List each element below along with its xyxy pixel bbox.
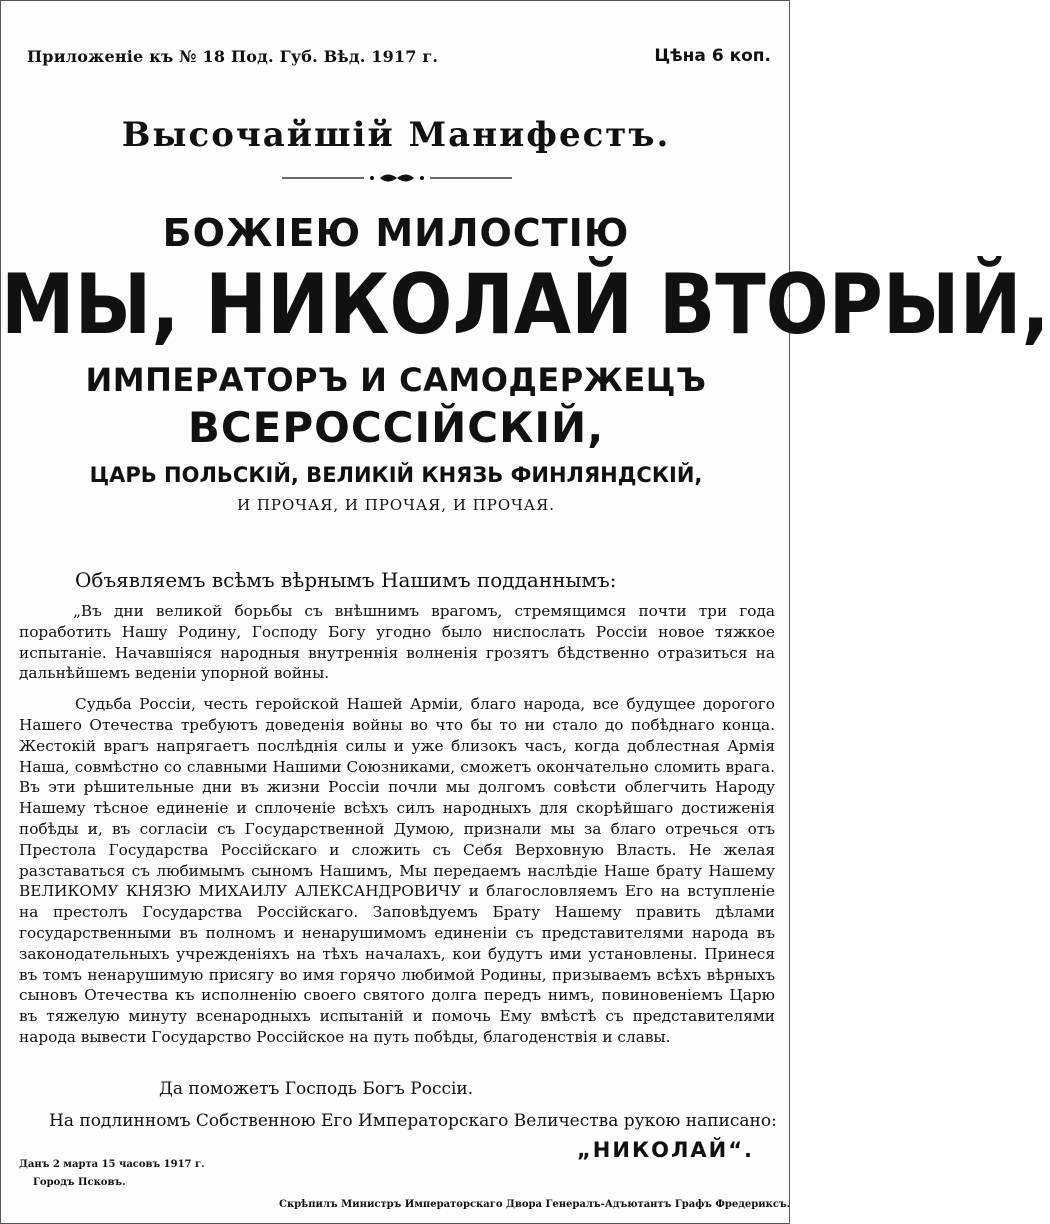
signature: „НИКОЛАЙ“. [577, 1138, 755, 1162]
price-label: Цѣна 6 коп. [654, 46, 771, 66]
paragraph: „Въ дни великой борьбы съ внѣшнимъ врагомъ, стремящимся почти три года поработить Нашу Родину, Господу Богу угодно было ниспослать Россiи новое тяжкое испытанiе. Начавшiяся народныя внутреннiя волненiя грозятъ бѣдственно отразиться на дальнѣйшемъ веденiи упорной войны. [19, 602, 775, 683]
issue-date: Данъ 2 марта 15 часовъ 1917 г. [19, 1159, 205, 1170]
announcement-line: Объявляемъ всѣмъ вѣрнымъ Нашимъ подданнымъ: [75, 568, 617, 592]
countersignature: Скрѣпилъ Министръ Императорскаго Двора Генералъ-Адъютантъ Графъ Фредериксъ. [279, 1199, 791, 1210]
manifesto-title: Высочайшiй Манифестъ. [121, 115, 671, 155]
by-grace-of-god: БОЖIЕЮ МИЛОСТIЮ [162, 211, 630, 255]
emperor-name: МЫ, НИКОЛАЙ ВТОРЫЙ, [1, 257, 1050, 354]
issue-place: Городъ Псковъ. [33, 1177, 126, 1188]
ornament-divider [282, 171, 512, 185]
etcetera-line: И ПРОЧАЯ, И ПРОЧАЯ, И ПРОЧАЯ. [236, 496, 555, 514]
original-note: На подлинномъ Собственною Его Императорскаго Величества рукою написано: [49, 1111, 777, 1131]
supplement-note: Приложенiе къ № 18 Под. Губ. Вѣд. 1917 г. [27, 47, 439, 66]
closing-prayer: Да поможетъ Господь Богъ Россiи. [159, 1079, 474, 1099]
tsar-title: ЦАРЬ ПОЛЬСКIЙ, ВЕЛИКIЙ КНЯЗЬ ФИНЛЯНДСКIЙ, [89, 463, 703, 487]
emperor-title: ИМПЕРАТОРЪ И САМОДЕРЖЕЦЪ [85, 361, 707, 399]
manifesto-body [19, 601, 775, 1048]
paragraph: Судьба Россiи, честь геройской Нашей Армiи, благо народа, все будущее дорогого Нашего Отечества требуютъ доведенiя войны во что бы то ни стало до побѣднаго конца. Жестокiй врагъ напрягаетъ послѣднiя силы и уже близокъ часъ, когда доблестная Армiя Наша, совмѣстно со славными Нашими Союзниками, сможетъ окончательно сломить врага. Въ эти рѣшительные дни въ жизни Россiи почли мы долгомъ совѣсти облегчить Народу Нашему тѣсное единенiе и сплоченiе всѣхъ силъ народныхъ для скорѣйшаго достиженiя побѣды и, въ согласiи съ Государственной Думою, признали мы за благо отречься отъ Престола Государства Россiйскаго и сложить съ Себя Верховную Власть. Не желая разставаться съ любимымъ сыномъ Нашимъ, Мы передаемъ наслѣдiе Наше брату Нашему ВЕЛИКОМУ КНЯЗЮ МИХАИЛУ АЛЕКСАНДРОВИЧУ и благословляемъ Его на вступленiе на престолъ Государства Россiйскаго. Заповѣдуемъ Брату Нашему править дѣлами государственными въ полномъ и ненарушимомъ единенiи съ представителями народа въ законодательныхъ учрежденiяхъ на тѣхъ началахъ, кои будутъ ими установлены. Принеся въ томъ ненарушимую присягу во имя горячо любимой Родины, призываемъ всѣхъ вѣрныхъ сыновъ Отечества къ исполненiю своего святого долга передъ нимъ, повиновенiемъ Царю въ тяжелую минуту всенародныхъ испытанiй и помочь Ему вмѣстѣ съ представителями народа вывести Государство Россiйское на путь побѣды, благоденствiя и славы. [19, 695, 775, 1046]
all-russian-title: ВСЕРОССIЙСКIЙ, [187, 403, 605, 452]
